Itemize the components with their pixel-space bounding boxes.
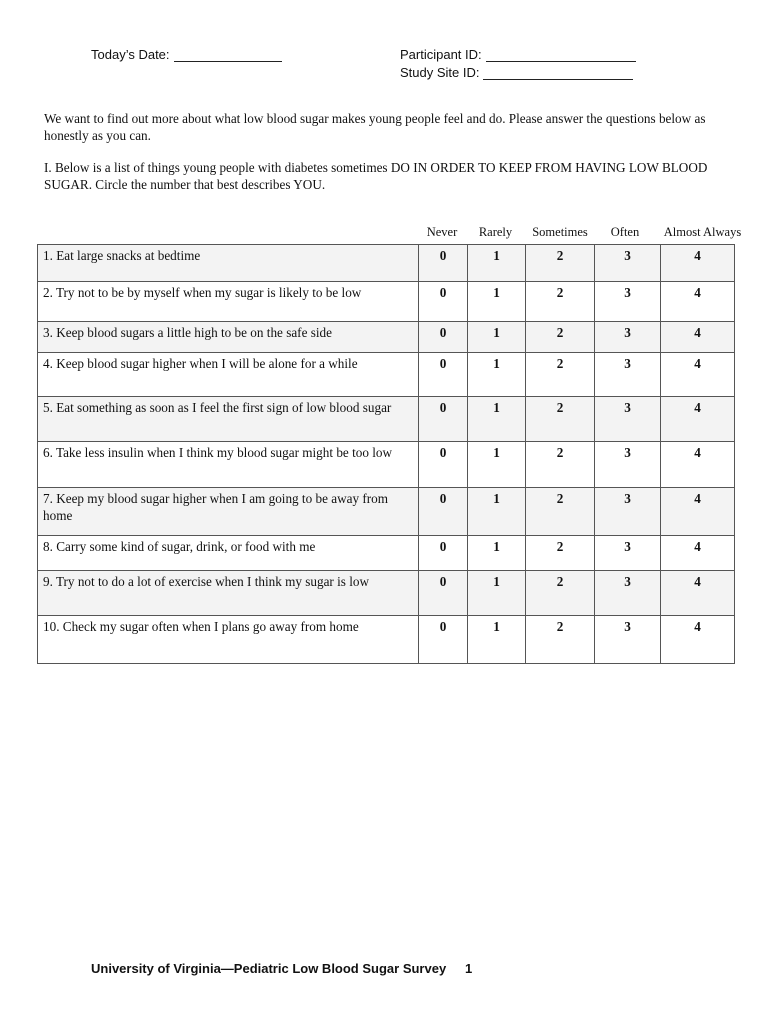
column-header-never: Never: [426, 225, 458, 239]
option-rarely[interactable]: 1: [468, 616, 526, 664]
option-almost-always[interactable]: 4: [661, 397, 735, 442]
option-rarely[interactable]: 1: [468, 282, 526, 322]
option-almost-always[interactable]: 4: [661, 282, 735, 322]
option-often[interactable]: 3: [595, 442, 661, 488]
option-never[interactable]: 0: [419, 322, 468, 353]
study-site-id-field: [400, 65, 633, 80]
option-never[interactable]: 0: [419, 282, 468, 322]
participant-id-blank[interactable]: [486, 48, 636, 62]
option-rarely[interactable]: 1: [468, 353, 526, 397]
table-row: [38, 571, 735, 616]
option-almost-always[interactable]: 4: [661, 442, 735, 488]
intro-paragraph: We want to find out more about what low blood sugar makes young people feel and do. Please answer the questions below as honestly as you can.: [44, 111, 706, 143]
table-row: [38, 245, 735, 282]
option-almost-always[interactable]: 4: [661, 245, 735, 282]
option-sometimes[interactable]: 2: [526, 397, 595, 442]
option-sometimes[interactable]: 2: [526, 282, 595, 322]
option-often[interactable]: 3: [595, 245, 661, 282]
option-often[interactable]: 3: [595, 353, 661, 397]
study-site-id-label: Study Site ID:: [400, 65, 480, 80]
footer-title: University of Virginia—Pediatric Low Blood Sugar Survey: [91, 961, 447, 976]
column-header-rarely: Rarely: [478, 225, 513, 239]
section-instructions: I. Below is a list of things young people with diabetes sometimes DO IN ORDER TO KEEP FROM HAVING LOW BLOOD SUGAR. Circle the number that best describes YOU.: [44, 160, 708, 192]
question-text: 2. Try not to be by myself when my sugar is likely to be low: [38, 282, 419, 322]
question-text: 3. Keep blood sugars a little high to be on the safe side: [38, 322, 419, 353]
option-never[interactable]: 0: [419, 353, 468, 397]
option-often[interactable]: 3: [595, 616, 661, 664]
todays-date-blank[interactable]: [174, 48, 282, 62]
option-sometimes[interactable]: 2: [526, 536, 595, 571]
option-almost-always[interactable]: 4: [661, 353, 735, 397]
table-row: [38, 322, 735, 353]
column-header-almost-always: Almost Always: [663, 225, 742, 239]
option-rarely[interactable]: 1: [468, 536, 526, 571]
column-header-sometimes: Sometimes: [532, 225, 588, 239]
question-text: 8. Carry some kind of sugar, drink, or food with me: [38, 536, 419, 571]
option-never[interactable]: 0: [419, 488, 468, 536]
table-row: [38, 488, 735, 536]
option-often[interactable]: 3: [595, 397, 661, 442]
table-row: [38, 282, 735, 322]
question-text: 4. Keep blood sugar higher when I will be alone for a while: [38, 353, 419, 397]
option-sometimes[interactable]: 2: [526, 353, 595, 397]
study-site-id-blank[interactable]: [483, 66, 633, 80]
option-rarely[interactable]: 1: [468, 571, 526, 616]
option-often[interactable]: 3: [595, 322, 661, 353]
question-text: 6. Take less insulin when I think my blood sugar might be too low: [38, 442, 419, 488]
option-rarely[interactable]: 1: [468, 488, 526, 536]
option-often[interactable]: 3: [595, 282, 661, 322]
todays-date-field: [91, 47, 282, 62]
option-almost-always[interactable]: 4: [661, 616, 735, 664]
question-text: 9. Try not to do a lot of exercise when I think my sugar is low: [38, 571, 419, 616]
option-often[interactable]: 3: [595, 571, 661, 616]
option-rarely[interactable]: 1: [468, 245, 526, 282]
option-often[interactable]: 3: [595, 488, 661, 536]
question-text: 5. Eat something as soon as I feel the first sign of low blood sugar: [38, 397, 419, 442]
option-almost-always[interactable]: 4: [661, 322, 735, 353]
option-sometimes[interactable]: 2: [526, 322, 595, 353]
option-sometimes[interactable]: 2: [526, 488, 595, 536]
table-row: [38, 397, 735, 442]
question-text: 10. Check my sugar often when I plans go away from home: [38, 616, 419, 664]
option-almost-always[interactable]: 4: [661, 536, 735, 571]
question-text: 1. Eat large snacks at bedtime: [38, 245, 419, 282]
participant-id-field: [400, 47, 636, 62]
page-number: 1: [465, 961, 473, 976]
question-text: 7. Keep my blood sugar higher when I am going to be away from home: [38, 488, 419, 536]
option-often[interactable]: 3: [595, 536, 661, 571]
option-almost-always[interactable]: 4: [661, 571, 735, 616]
option-rarely[interactable]: 1: [468, 322, 526, 353]
option-rarely[interactable]: 1: [468, 397, 526, 442]
option-never[interactable]: 0: [419, 245, 468, 282]
option-sometimes[interactable]: 2: [526, 245, 595, 282]
option-never[interactable]: 0: [419, 397, 468, 442]
table-row: [38, 353, 735, 397]
option-rarely[interactable]: 1: [468, 442, 526, 488]
option-sometimes[interactable]: 2: [526, 442, 595, 488]
todays-date-label: Today’s Date:: [91, 47, 170, 62]
option-sometimes[interactable]: 2: [526, 616, 595, 664]
option-almost-always[interactable]: 4: [661, 488, 735, 536]
table-row: [38, 616, 735, 664]
option-never[interactable]: 0: [419, 442, 468, 488]
option-never[interactable]: 0: [419, 616, 468, 664]
table-row: [38, 536, 735, 571]
option-never[interactable]: 0: [419, 571, 468, 616]
option-never[interactable]: 0: [419, 536, 468, 571]
option-sometimes[interactable]: 2: [526, 571, 595, 616]
table-row: [38, 442, 735, 488]
survey-table: [37, 244, 735, 664]
participant-id-label: Participant ID:: [400, 47, 482, 62]
column-header-often: Often: [610, 225, 640, 239]
